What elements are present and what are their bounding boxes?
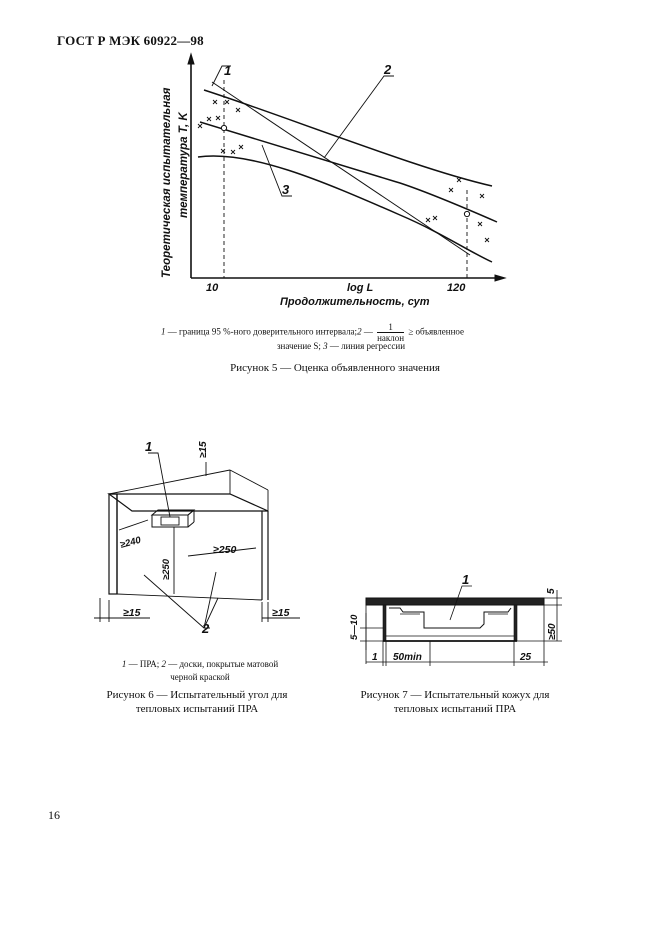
x-axis-log-label: log L — [347, 282, 374, 294]
fig6-legend-text-2: — доски, покрытые матовой — [165, 659, 279, 669]
figure6-caption — [84, 688, 310, 716]
legend-text-2: — — [361, 326, 373, 337]
callout-3: 3 — [282, 182, 290, 197]
lower-confidence-line — [198, 156, 492, 262]
figure7-drawing — [360, 586, 562, 666]
figure5-legend — [161, 322, 521, 353]
legend-text-2-tail: ≥ объявленное — [408, 326, 465, 337]
callout-2: 2 — [384, 62, 392, 77]
fraction-denominator: наклон — [377, 333, 405, 343]
figure5-caption: Рисунок 5 — Оценка объявленного значения — [230, 362, 440, 374]
enclosure-lid — [366, 598, 544, 605]
fig6-dim-right: ≥15 — [272, 607, 290, 619]
fig6-legend-line2: черной краской — [170, 672, 230, 682]
mark-point-right — [464, 211, 469, 216]
left-wall — [109, 494, 117, 594]
figure7-caption — [342, 688, 568, 716]
fig7-dim-5: 5 — [546, 588, 557, 594]
x-tick-10: 10 — [206, 282, 219, 294]
fig7-dim-50min: 50min — [393, 652, 422, 663]
y-axis-label-line2: температура T, K — [178, 112, 190, 218]
mark-point-left — [221, 125, 226, 130]
leader-2 — [324, 76, 394, 158]
legend-text-1: — граница 95 %-ного доверительного интервала; — [165, 326, 358, 337]
legend-num-3: 3 — [323, 341, 328, 351]
fig6-caption-line1: Рисунок 6 — Испытательный угол для — [106, 689, 288, 701]
fig6-caption-line2: тепловых испытаний ПРА — [135, 703, 259, 715]
callout-1: 1 — [224, 63, 232, 78]
legend-text-3: — линия регрессии — [327, 341, 406, 351]
x-axis-label: Продолжительность, сут — [280, 296, 430, 308]
fig6-legend-num-2: 2 — [161, 659, 166, 669]
legend-line2-a: значение S; — [276, 341, 321, 351]
fig6-dim-top: ≥15 — [198, 441, 209, 458]
fig6-callout-1: 1 — [145, 439, 153, 454]
fig7-caption-line2: тепловых испытаний ПРА — [393, 703, 517, 715]
ballast-box — [152, 510, 194, 527]
fig7-dim-1: 1 — [372, 652, 378, 663]
fig7-dim-5-10: 5—10 — [349, 614, 360, 640]
y-axis-label-line1: Теоретическая испытательная — [161, 87, 173, 278]
page-number: 16 — [48, 808, 60, 822]
upper-confidence-line — [204, 90, 492, 186]
legend-num-1: 1 — [161, 326, 166, 337]
x-tick-120: 120 — [447, 282, 466, 294]
regression-line — [200, 122, 497, 222]
figure5-chart — [188, 54, 505, 281]
figure6-legend — [100, 658, 300, 684]
fig6-dim-width: ≥250 — [213, 544, 237, 556]
corner-top — [109, 494, 268, 511]
fig7-dim-25: 25 — [520, 652, 532, 663]
document-header: ГОСТ Р МЭК 60922—98 — [57, 33, 204, 48]
fig7-callout-1: 1 — [462, 572, 470, 587]
fraction-numerator: 1 — [377, 322, 404, 333]
fig6-dim-height: ≥250 — [161, 558, 172, 580]
fig7-caption-line1: Рисунок 7 — Испытательный кожух для — [360, 689, 550, 701]
fig6-dim-depth: ≥240 — [118, 534, 143, 551]
fig6-legend-num-1: 1 — [121, 659, 127, 669]
data-crosses — [198, 100, 489, 242]
fig6-legend-text-1: — ПРА; — [126, 659, 162, 669]
legend-num-2: 2 — [357, 326, 362, 337]
fig6-dim-left: ≥15 — [123, 607, 141, 619]
fig7-dim-ge50: ≥50 — [547, 623, 558, 640]
x-axis-arrow — [495, 275, 505, 281]
y-axis-arrow — [188, 54, 194, 64]
fig6-callout-2: 2 — [202, 621, 210, 636]
